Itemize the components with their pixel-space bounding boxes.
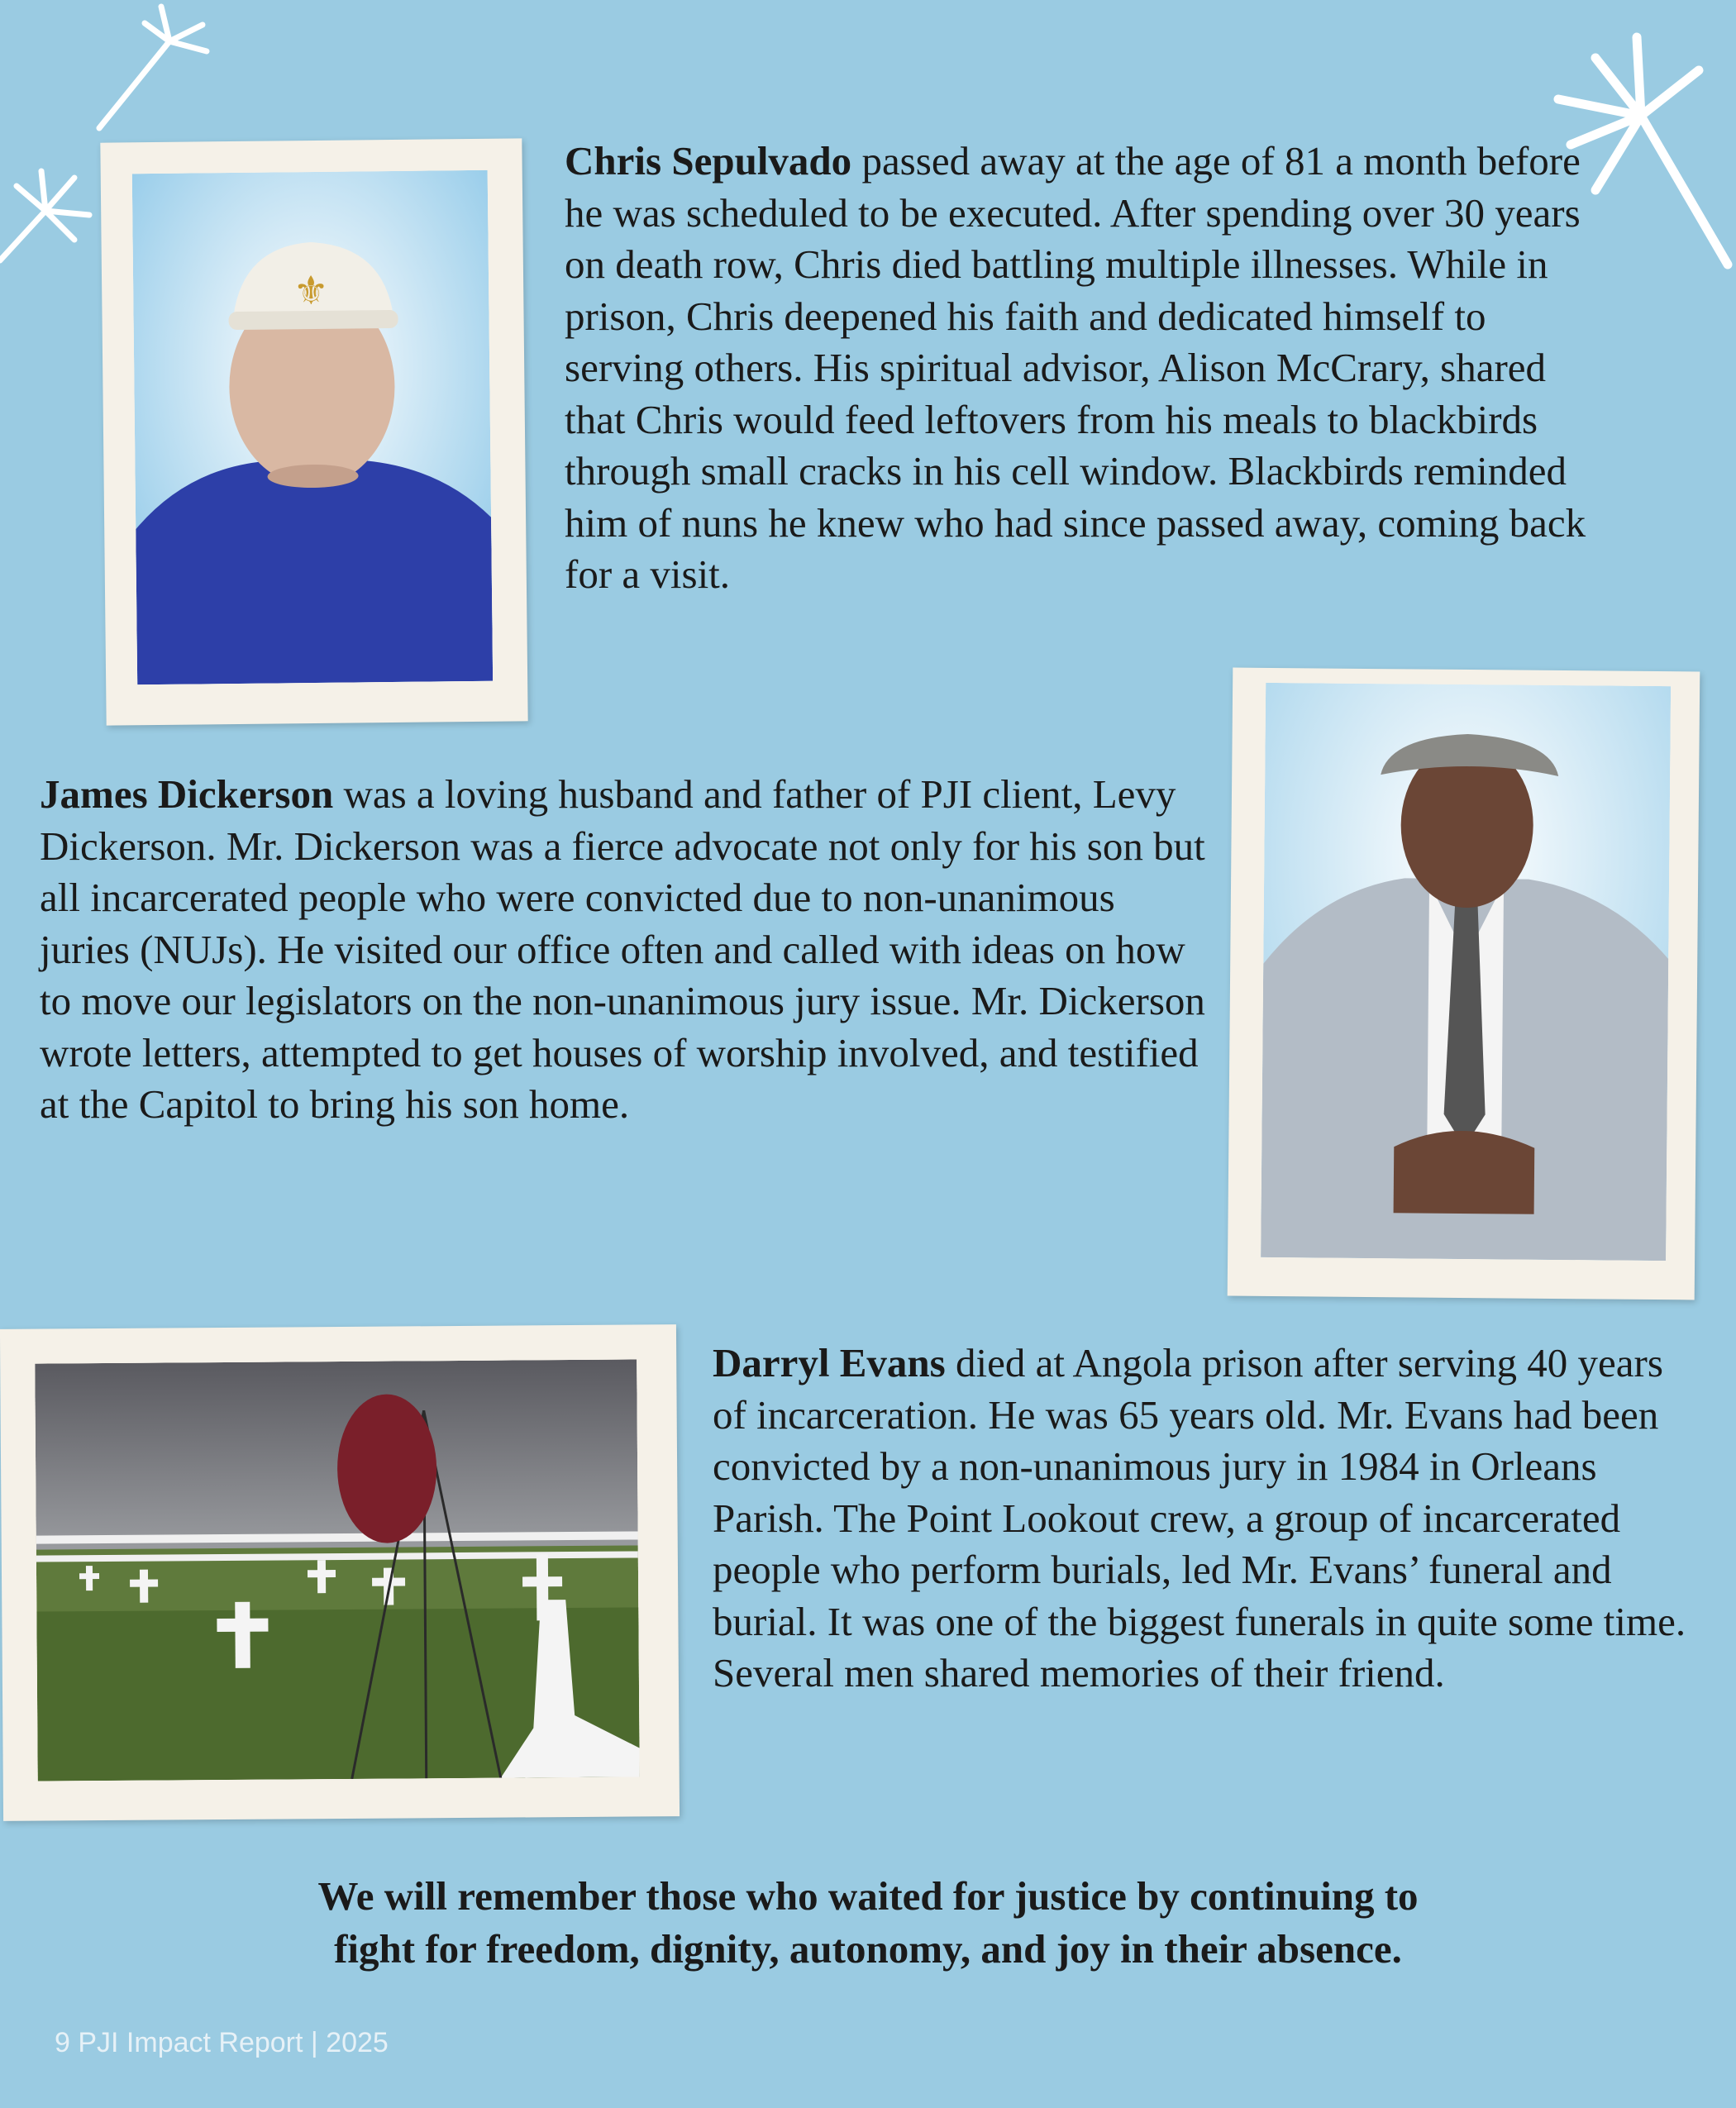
portrait-photo bbox=[132, 170, 493, 684]
chris-sepulvado-bio bbox=[565, 136, 1598, 601]
james-dickerson-text: was a loving husband and father of PJI client, Levy Dickerson. Mr. Dickerson was a fierce advocate not only for his son but all incarcerated people who were convicted due to non-unanimous juries (NUJs). He visited our office often and called with ideas on how to move our legislators on the non-unanimous jury issue. Mr. Dickerson wrote letters, attempted to get houses of worship involved, and testified at the Capitol to bring his son home. bbox=[40, 771, 1205, 1127]
darryl-evans-name: Darryl Evans bbox=[713, 1340, 946, 1385]
portrait-photo bbox=[1261, 683, 1671, 1261]
cemetery-photo bbox=[35, 1359, 640, 1781]
page-footer: 9 PJI Impact Report | 2025 bbox=[55, 2027, 389, 2058]
darryl-evans-text: died at Angola prison after serving 40 years of incarceration. He was 65 years old. Mr. Evans had been convicted by a non-unanimous jury in 1984 in Orleans Parish. The Point Lookout crew, a group of incarcerated people who perform burials, led Mr. Evans’ funeral and burial. It was one of the biggest funerals in quite some time. Several men shared memories of their friend. bbox=[713, 1340, 1686, 1695]
closing-statement bbox=[0, 1870, 1736, 1976]
chris-sepulvado-name: Chris Sepulvado bbox=[565, 138, 852, 184]
darryl-evans-bio bbox=[713, 1338, 1705, 1700]
sparkle-icon bbox=[83, 0, 223, 141]
chris-sepulvado-photo-frame bbox=[100, 138, 527, 725]
james-dickerson-bio bbox=[40, 769, 1214, 1131]
james-dickerson-photo-frame bbox=[1228, 668, 1700, 1300]
chris-sepulvado-text: passed away at the age of 81 a month before he was scheduled to be executed. After spending over 30 years on death row, Chris died battling multiple illnesses. While in prison, Chris deepened his faith and dedicated himself to serving others. His spiritual advisor, Alison McCrary, shared that Chris would feed leftovers from his meals to blackbirds through small cracks in his cell window. Blackbirds reminded him of nuns he knew who had since passed away, coming back for a visit. bbox=[565, 138, 1586, 597]
svg-text:⚜: ⚜ bbox=[293, 267, 330, 315]
closing-line-1: We will remember those who waited for justice by continuing to bbox=[317, 1873, 1419, 1919]
darryl-evans-photo-frame bbox=[0, 1324, 680, 1821]
sparkle-icon bbox=[0, 161, 99, 269]
closing-line-2: fight for freedom, dignity, autonomy, and joy in their absence. bbox=[334, 1926, 1402, 1972]
james-dickerson-name: James Dickerson bbox=[40, 771, 334, 817]
